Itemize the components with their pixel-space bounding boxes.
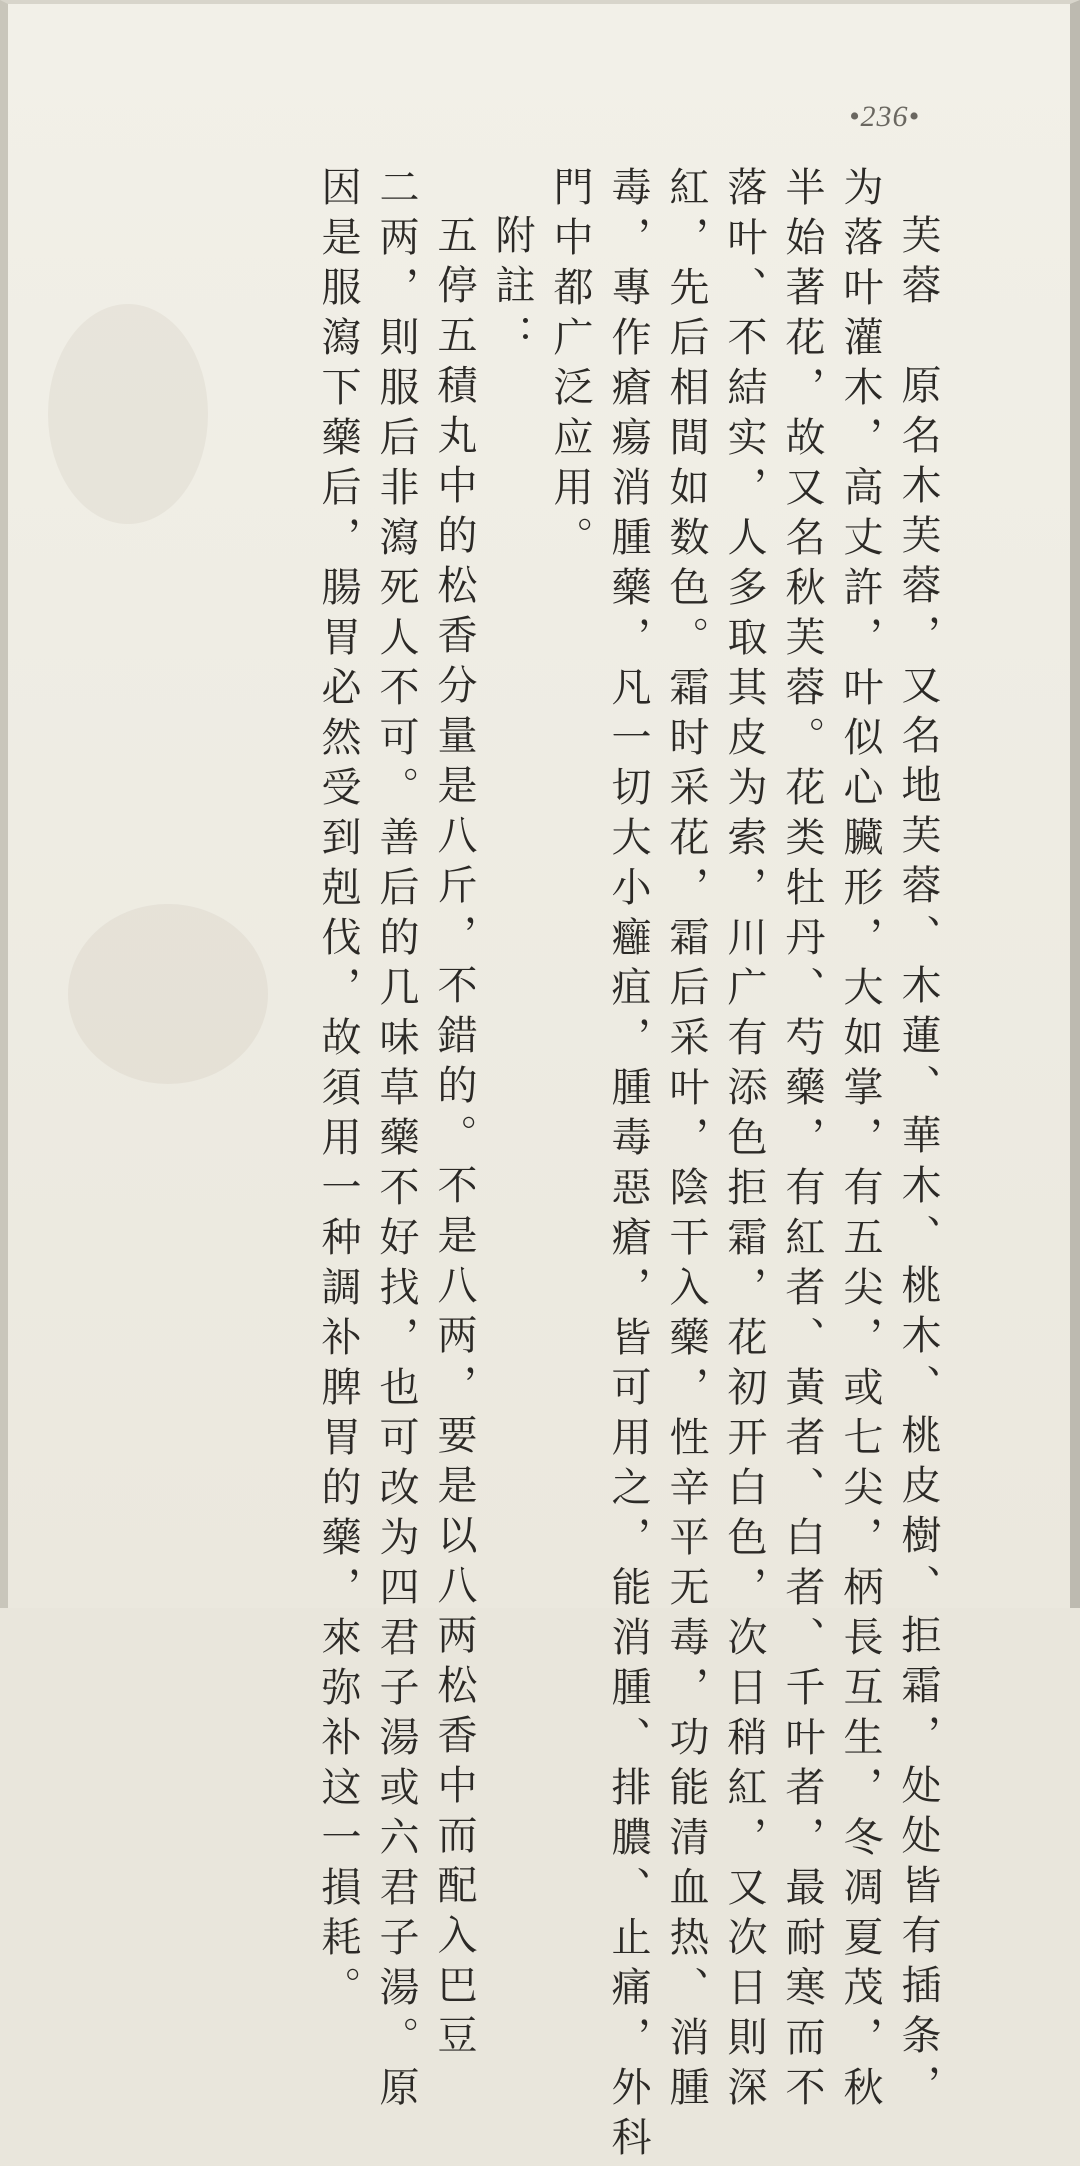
text-column: 五停五積丸中的松香分量是八斤，不錯的。不是八两，要是以八两松香中而配入巴豆	[431, 214, 477, 2064]
text-column: 为落叶灌木，高丈許，叶似心臟形，大如掌，有五尖，或七尖，柄長互生，冬凋夏茂，秋	[837, 166, 883, 2116]
text-column: 毒，專作瘡瘍消腫藥，凡一切大小癰疽，腫毒惡瘡，皆可用之，能消腫、排膿、止痛，外科	[605, 166, 651, 2166]
text-column: 因是服瀉下藥后，腸胃必然受到剋伐，故須用一种調补脾胃的藥，來弥补这一損耗。	[315, 166, 361, 2016]
text-column: 二两，則服后非瀉死人不可。善后的几味草藥不好找，也可改为四君子湯或六君子湯。原	[373, 166, 419, 2116]
text-column: 紅，先后相間如数色。霜时采花，霜后采叶，陰干入藥，性辛平无毒，功能清血热、消腫	[663, 166, 709, 2116]
paper-stain	[48, 304, 208, 524]
text-column: 落叶、不結实，人多取其皮为索，川广有添色拒霜，花初开白色，次日稍紅，又次日則深	[721, 166, 767, 2116]
annotation-heading: 附註：	[489, 214, 535, 364]
page-number: •236•	[848, 100, 920, 133]
text-column: 芙蓉 原名木芙蓉，又名地芙蓉、木蓮、華木、桃木、桃皮樹、拒霜，处处皆有插条，	[895, 214, 941, 2114]
paper-stain	[68, 904, 268, 1084]
text-column: 半始著花，故又名秋芙蓉。花类牡丹、芍藥，有紅者、黃者、白者、千叶者，最耐寒而不	[779, 166, 825, 2116]
text-column: 門中都广泛应用。	[547, 166, 593, 566]
